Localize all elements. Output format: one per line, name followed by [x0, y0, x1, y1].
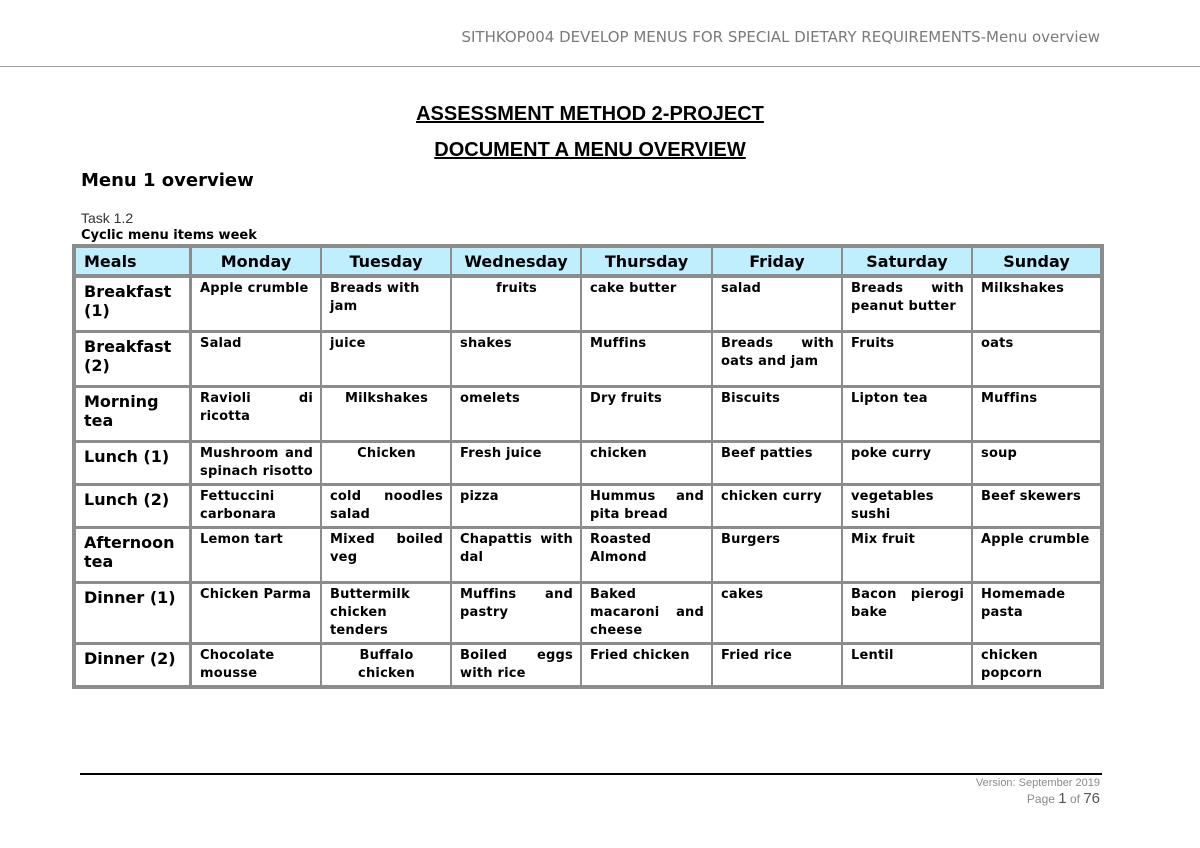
meal-label: Dinner (2)	[75, 643, 191, 686]
section-heading: Menu 1 overview	[81, 170, 254, 191]
menu-cell: soup	[972, 441, 1101, 484]
menu-cell: Mixed boiled veg	[321, 527, 451, 582]
menu-cell: Muffins	[972, 386, 1101, 441]
table-row	[75, 643, 1101, 686]
menu-cell: cake butter	[581, 276, 712, 331]
meal-label: Lunch (1)	[75, 441, 191, 484]
menu-cell: Roasted Almond	[581, 527, 712, 582]
menu-cell: Beef patties	[712, 441, 842, 484]
menu-cell: Biscuits	[712, 386, 842, 441]
menu-cell: salad	[712, 276, 842, 331]
menu-cell: Lemon tart	[191, 527, 321, 582]
menu-cell: Milkshakes	[321, 386, 451, 441]
menu-cell: juice	[321, 331, 451, 386]
menu-cell: Chocolate mousse	[191, 643, 321, 686]
menu-cell: Chicken Parma	[191, 582, 321, 643]
table-row	[75, 527, 1101, 582]
menu-cell: Buffalo chicken	[321, 643, 451, 686]
meal-label: Breakfast (2)	[75, 331, 191, 386]
menu-cell: Fruits	[842, 331, 972, 386]
column-header-tuesday: Tuesday	[321, 247, 451, 276]
menu-cell: Chicken	[321, 441, 451, 484]
menu-cell: Beef skewers	[972, 484, 1101, 527]
menu-cell: vegetables sushi	[842, 484, 972, 527]
header-divider	[0, 66, 1200, 67]
column-header-meals: Meals	[75, 247, 191, 276]
footer-divider	[80, 773, 1102, 775]
menu-cell: pizza	[451, 484, 581, 527]
menu-cell: Fresh juice	[451, 441, 581, 484]
menu-cell: cakes	[712, 582, 842, 643]
table-row	[75, 484, 1101, 527]
menu-cell: Breads with oats and jam	[712, 331, 842, 386]
menu-cell: Dry fruits	[581, 386, 712, 441]
menu-cell: omelets	[451, 386, 581, 441]
menu-cell: chicken curry	[712, 484, 842, 527]
menu-cell: cold noodles salad	[321, 484, 451, 527]
menu-table	[72, 244, 1104, 689]
column-header-thursday: Thursday	[581, 247, 712, 276]
menu-cell: Breads with peanut butter	[842, 276, 972, 331]
column-header-monday: Monday	[191, 247, 321, 276]
menu-cell: Bacon pierogi bake	[842, 582, 972, 643]
version-label: Version: September 2019	[975, 777, 1100, 789]
page-total: 76	[1083, 790, 1100, 807]
meal-label: Dinner (1)	[75, 582, 191, 643]
menu-cell: Lentil	[842, 643, 972, 686]
menu-cell: Ravioli di ricotta	[191, 386, 321, 441]
table-row	[75, 331, 1101, 386]
menu-cell: Apple crumble	[972, 527, 1101, 582]
menu-cell: chicken popcorn	[972, 643, 1101, 686]
menu-cell: Apple crumble	[191, 276, 321, 331]
page-number	[1027, 790, 1100, 807]
menu-cell: Fried rice	[712, 643, 842, 686]
menu-cell: Fettuccini carbonara	[191, 484, 321, 527]
menu-cell: Fried chicken	[581, 643, 712, 686]
column-header-wednesday: Wednesday	[451, 247, 581, 276]
meal-label: Lunch (2)	[75, 484, 191, 527]
menu-cell: Boiled eggs with rice	[451, 643, 581, 686]
menu-cell: Burgers	[712, 527, 842, 582]
table-row	[75, 441, 1101, 484]
menu-cell: Lipton tea	[842, 386, 972, 441]
menu-cell: Salad	[191, 331, 321, 386]
menu-cell: poke curry	[842, 441, 972, 484]
menu-cell: oats	[972, 331, 1101, 386]
menu-cell: Milkshakes	[972, 276, 1101, 331]
menu-cell: shakes	[451, 331, 581, 386]
menu-cell: Breads with jam	[321, 276, 451, 331]
table-caption: Cyclic menu items week	[81, 228, 257, 243]
document-title: ASSESSMENT METHOD 2-PROJECT	[416, 103, 764, 125]
menu-cell: chicken	[581, 441, 712, 484]
menu-cell: Buttermilk chicken tenders	[321, 582, 451, 643]
page-of: of	[1069, 792, 1080, 806]
document-subtitle: DOCUMENT A MENU OVERVIEW	[434, 139, 746, 161]
column-header-sunday: Sunday	[972, 247, 1101, 276]
task-label: Task 1.2	[81, 210, 134, 226]
table-row	[75, 276, 1101, 331]
table-row	[75, 386, 1101, 441]
page-prefix: Page	[1026, 792, 1055, 806]
column-header-saturday: Saturday	[842, 247, 972, 276]
menu-cell: Mix fruit	[842, 527, 972, 582]
running-header: SITHKOP004 DEVELOP MENUS FOR SPECIAL DIETARY REQUIREMENTS-Menu overview	[461, 28, 1100, 46]
menu-cell: Muffins	[581, 331, 712, 386]
meal-label: Morning tea	[75, 386, 191, 441]
menu-cell: Muffins and pastry	[451, 582, 581, 643]
page-current: 1	[1058, 790, 1067, 807]
table-header-row	[75, 247, 1101, 276]
menu-cell: Chapattis with dal	[451, 527, 581, 582]
column-header-friday: Friday	[712, 247, 842, 276]
meal-label: Breakfast (1)	[75, 276, 191, 331]
menu-cell: Baked macaroni and cheese	[581, 582, 712, 643]
menu-cell: Mushroom and spinach risotto	[191, 441, 321, 484]
menu-cell: Homemade pasta	[972, 582, 1101, 643]
menu-cell: fruits	[451, 276, 581, 331]
meal-label: Afternoon tea	[75, 527, 191, 582]
menu-cell: Hummus and pita bread	[581, 484, 712, 527]
table-row	[75, 582, 1101, 643]
